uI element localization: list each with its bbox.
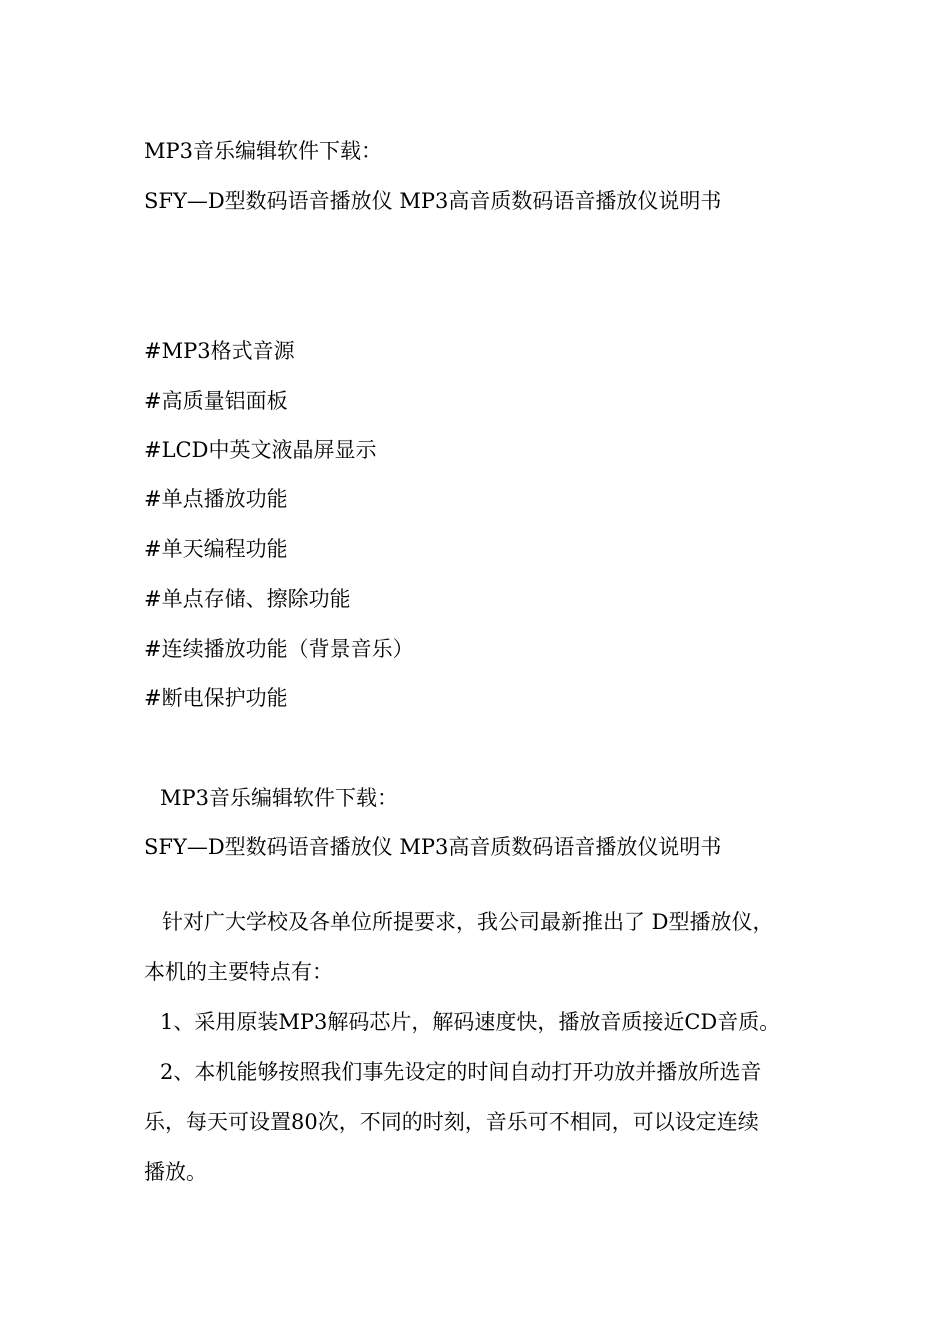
feature-item: #断电保护功能 [144, 686, 288, 710]
feature-item: #单点播放功能 [144, 487, 288, 511]
intro-paragraph: 本机的主要特点有： [144, 960, 333, 984]
feature-item: #单天编程功能 [144, 537, 288, 561]
download-label: MP3音乐编辑软件下载： [144, 139, 382, 163]
feature-point-2: 播放。 [144, 1160, 207, 1184]
feature-item: #高质量铝面板 [144, 389, 288, 413]
feature-item: #LCD中英文液晶屏显示 [144, 438, 377, 462]
feature-point-2: 乐，每天可设置80次，不同的时刻，音乐可不相同，可以设定连续 [144, 1110, 759, 1134]
product-title: SFY—D型数码语音播放仪 MP3高音质数码语音播放仪说明书 [144, 189, 722, 213]
feature-item: #MP3格式音源 [144, 339, 295, 363]
product-title-2: SFY—D型数码语音播放仪 MP3高音质数码语音播放仪说明书 [144, 835, 722, 859]
feature-point-1: 1、采用原装MP3解码芯片，解码速度快，播放音质接近CD音质。 [160, 1010, 781, 1034]
download-label-2: MP3音乐编辑软件下载： [160, 786, 398, 810]
feature-point-2: 2、本机能够按照我们事先设定的时间自动打开功放并播放所选音 [160, 1060, 762, 1084]
intro-paragraph: 针对广大学校及各单位所提要求，我公司最新推出了 D型播放仪， [162, 910, 774, 934]
feature-item: #连续播放功能（背景音乐） [144, 637, 414, 661]
feature-item: #单点存储、擦除功能 [144, 587, 351, 611]
